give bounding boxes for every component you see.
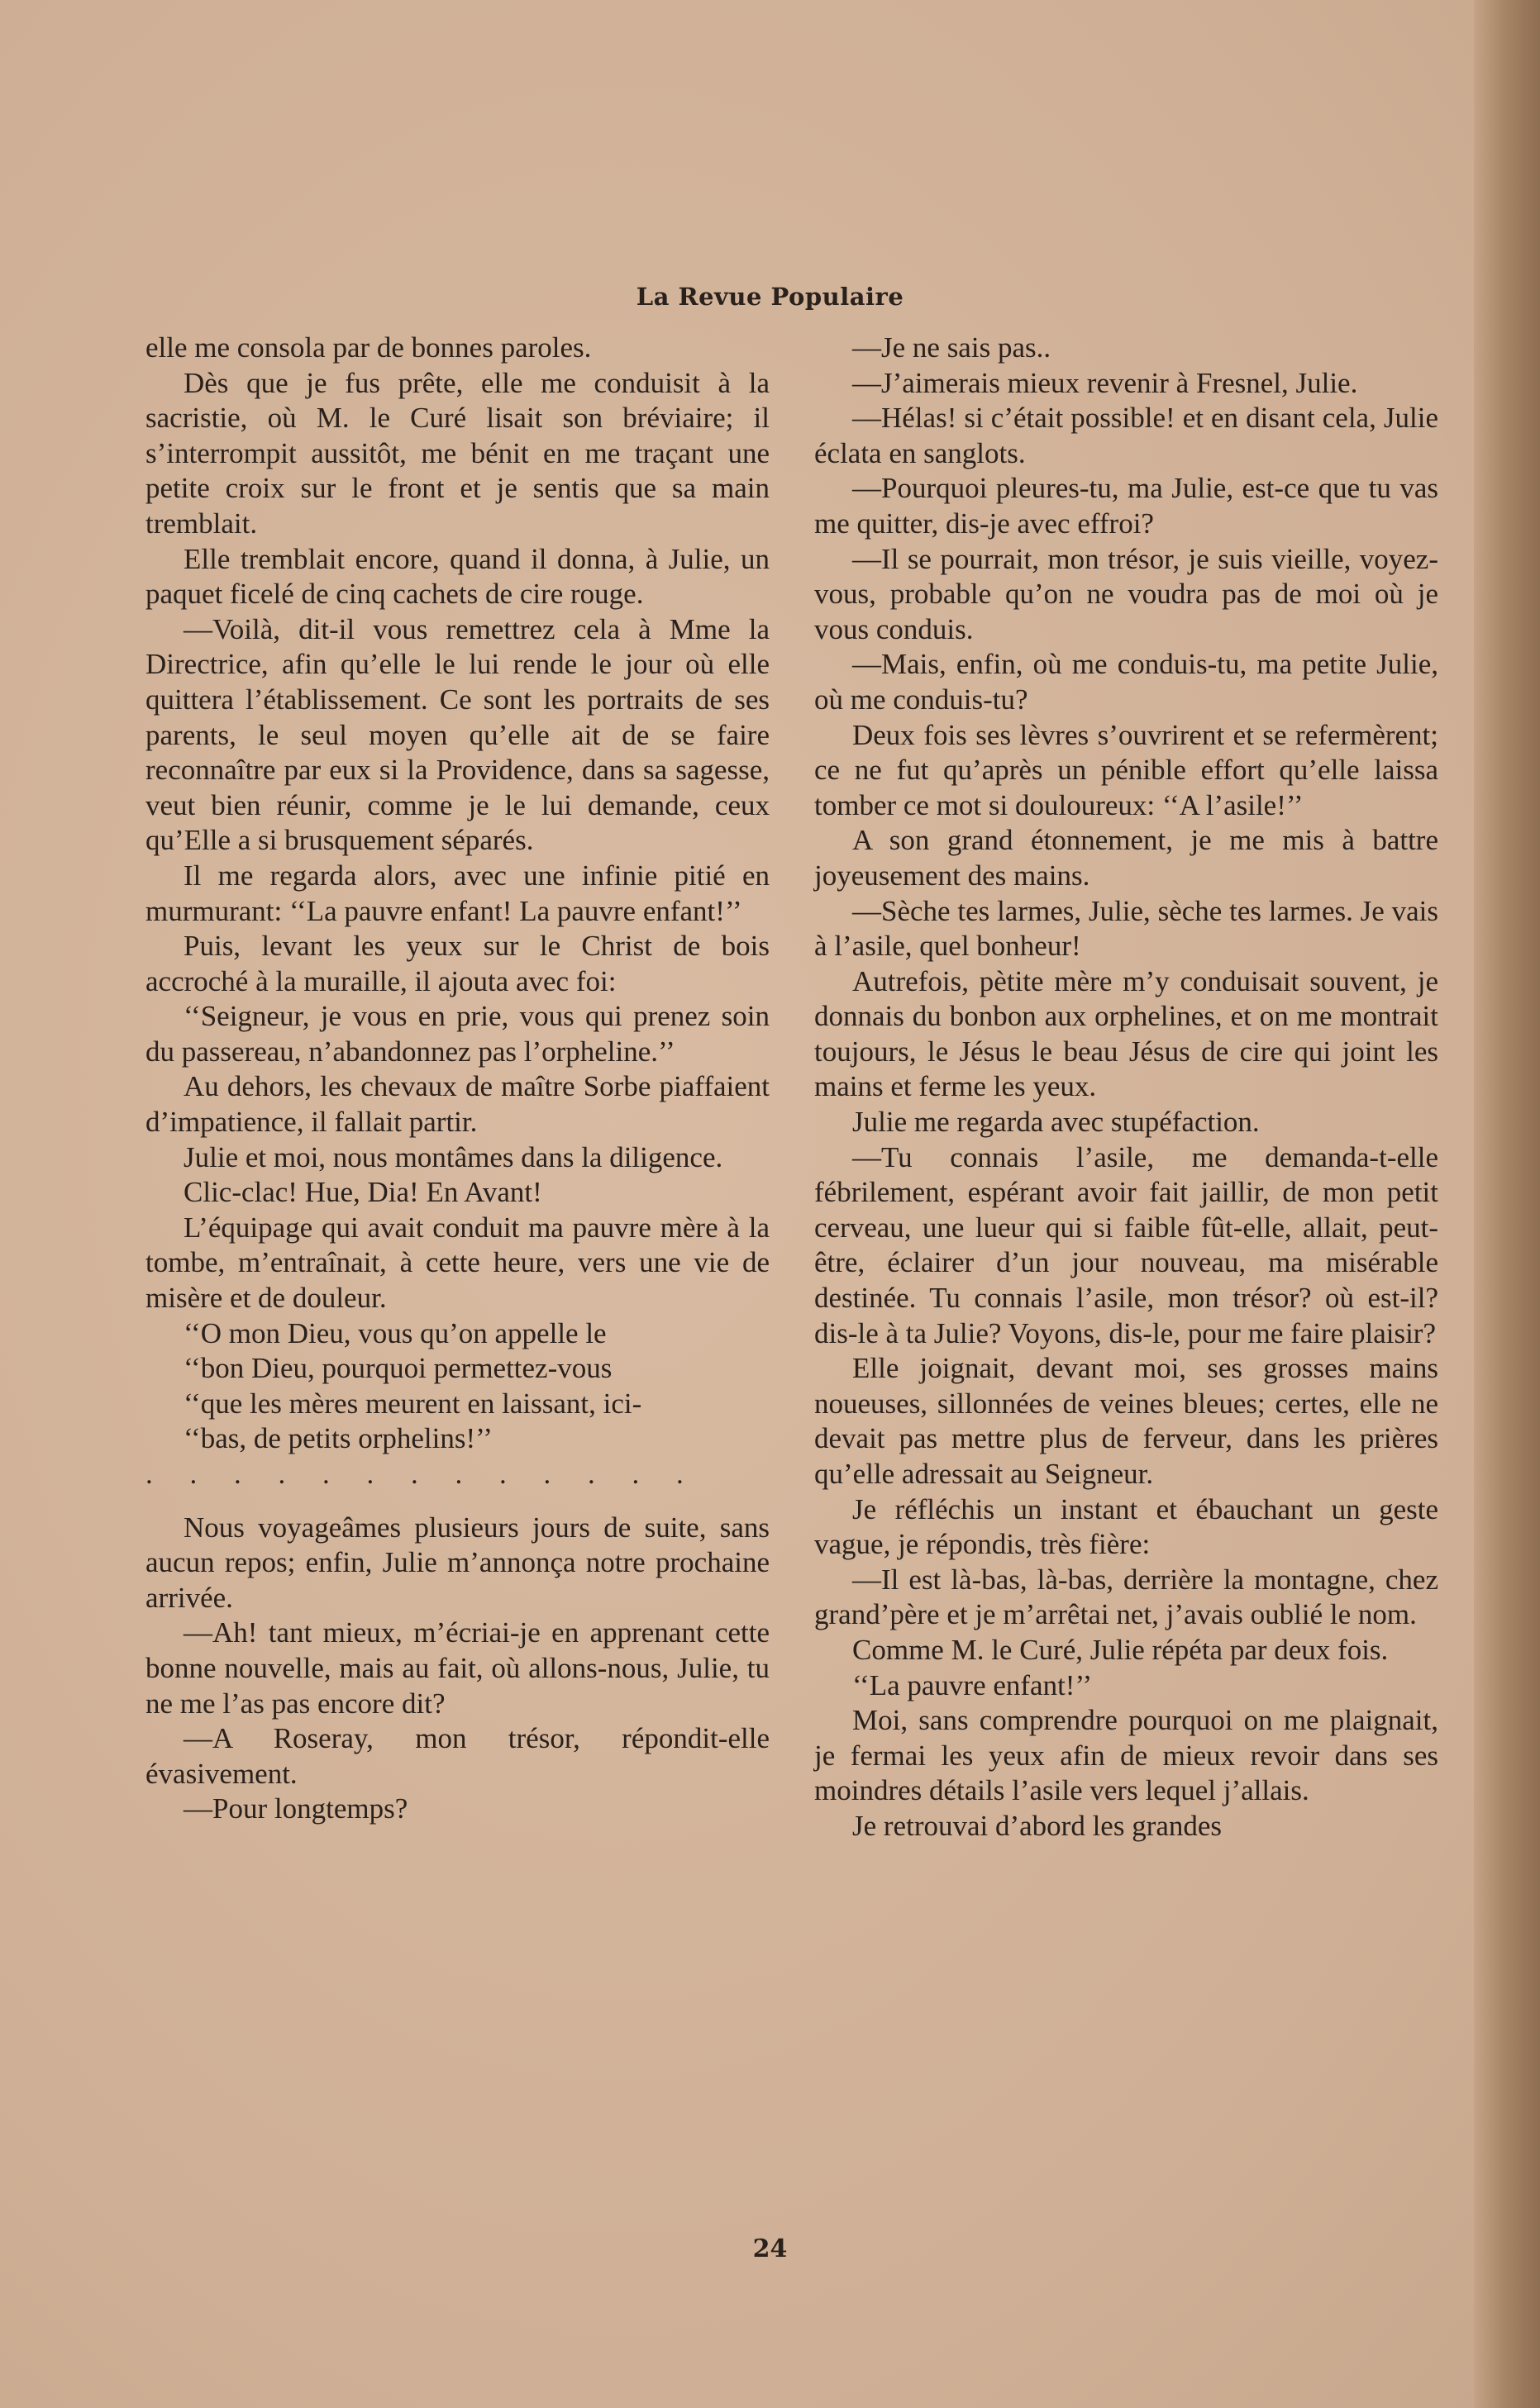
paragraph: Comme M. le Curé, Julie répéta par deux fois.	[852, 1633, 1389, 1666]
paragraph: Je retrouvai d’abord les grandes	[852, 1809, 1223, 1842]
paragraph: elle me consola par de bonnes paroles.	[145, 331, 592, 364]
paragraph: —J’aimerais mieux revenir à Fresnel, Julie.	[852, 366, 1358, 399]
right-column	[814, 331, 1438, 1844]
paragraph: —Hélas! si c’était possible! et en disant cela, Julie éclata en sanglots.	[814, 402, 1438, 469]
paragraph: A son grand étonnement, je me mis à battre joyeusement des mains.	[814, 824, 1438, 892]
paragraph: —Voilà, dit-il vous remettrez cela à Mme la Directrice, afin qu’elle le lui rende le jour où elle quittera l’établissement. Ce sont les portraits de ses parents, le seul moyen qu’elle ait de se faire reconnaître par eux si la Providence, dans sa sagesse, veut bien réunir, comme je le lui demande, ceux qu’Elle a si brusquement séparés.	[145, 612, 770, 857]
paragraph: —Mais, enfin, où me conduis-tu, ma petite Julie, où me conduis-tu?	[814, 648, 1438, 716]
paragraph: —Ah! tant mieux, m’écriai-je en apprenant cette bonne nouvelle, mais au fait, où allons-nous, Julie, tu ne me l’as pas encore dit?	[145, 1616, 770, 1720]
paragraph: Il me regarda alors, avec une infinie pitié en murmurant: ‘‘La pauvre enfant! La pauvre enfant!’’	[145, 859, 770, 927]
paragraph: —Je ne sais pas..	[852, 331, 1051, 364]
verse-line: ‘‘bon Dieu, pourquoi permettez-vous	[184, 1352, 613, 1385]
paragraph: —Pour longtemps?	[184, 1792, 408, 1825]
binding-edge	[1474, 0, 1540, 2408]
paragraph: Elle tremblait encore, quand il donna, à Julie, un paquet ficelé de cinq cachets de cire rouge.	[145, 542, 770, 611]
section-break-dots: . . . . . . . . . . . . .	[145, 1458, 698, 1490]
paragraph: Deux fois ses lèvres s’ouvrirent et se refermèrent; ce ne fut qu’après un pénible effort qu’elle laissa tomber ce mot si douloureux: ‘‘A l’asile!’’	[814, 718, 1438, 821]
paragraph: Au dehors, les chevaux de maître Sorbe piaffaient d’impatience, il fallait partir.	[145, 1070, 770, 1139]
verse-line: ‘‘O mon Dieu, vous qu’on appelle le	[184, 1316, 607, 1349]
verse-line: ‘‘que les mères meurent en laissant, ici-	[184, 1387, 642, 1420]
paragraph: Julie me regarda avec stupéfaction.	[852, 1106, 1260, 1139]
paragraph: —Pourquoi pleures-tu, ma Julie, est-ce que tu vas me quitter, dis-je avec effroi?	[814, 472, 1438, 540]
paragraph: —Sèche tes larmes, Julie, sèche tes larmes. Je vais à l’asile, quel bonheur!	[814, 894, 1438, 963]
paragraph: —A Roseray, mon trésor, répondit-elle évasivement.	[145, 1722, 770, 1790]
paragraph: ‘‘Seigneur, je vous en prie, vous qui prenez soin du passereau, n’abandonnez pas l’orpheline.’’	[145, 1000, 770, 1068]
paragraph: L’équipage qui avait conduit ma pauvre mère à la tombe, m’entraînait, à cette heure, vers une vie de misère et de douleur.	[145, 1211, 770, 1315]
paragraph: —Il se pourrait, mon trésor, je suis vieille, voyez-vous, probable qu’on ne voudra pas de moi où je vous conduis.	[814, 542, 1438, 645]
paragraph: Moi, sans comprendre pourquoi on me plaignait, je fermai les yeux afin de mieux revoir dans ses moindres détails l’asile vers lequel j’allais.	[814, 1704, 1438, 1807]
spacer	[145, 1492, 770, 1511]
verse-line: ‘‘bas, de petits orphelins!’’	[184, 1422, 493, 1455]
paragraph: Nous voyageâmes plusieurs jours de suite, sans aucun repos; enfin, Julie m’annonça notre prochaine arrivée.	[145, 1511, 770, 1614]
paragraph: —Tu connais l’asile, me demanda-t-elle fébrilement, espérant avoir fait jaillir, de mon petit cerveau, une lueur qui si faible fût-elle, allait, peut-être, éclairer d’un jour nouveau, ma misérable destinée. Tu connais l’asile, mon trésor? où est-il? dis-le à ta Julie? Voyons, dis-le, pour me faire plaisir?	[814, 1140, 1438, 1349]
paragraph: —Il est là-bas, là-bas, derrière la montagne, chez grand’père et je m’arrêtai net, j’avais oublié le nom.	[814, 1563, 1438, 1631]
paragraph: ‘‘La pauvre enfant!’’	[852, 1668, 1093, 1701]
page-number: 24	[752, 2234, 788, 2263]
paragraph: Je réfléchis un instant et ébauchant un geste vague, je répondis, très fière:	[814, 1492, 1438, 1561]
running-header: La Revue Populaire	[636, 283, 904, 311]
left-column	[145, 331, 770, 1827]
paragraph: Dès que je fus prête, elle me conduisit à la sacristie, où M. le Curé lisait son bréviaire; il s’interrompit aussitôt, me bénit en me traçant une petite croix sur le front et je sentis que sa main tremblait.	[145, 366, 770, 540]
paragraph: Puis, levant les yeux sur le Christ de bois accroché à la muraille, il ajouta avec foi:	[145, 930, 770, 997]
paragraph: Julie et moi, nous montâmes dans la diligence.	[184, 1140, 723, 1173]
paragraph: Clic-clac! Hue, Dia! En Avant!	[184, 1176, 542, 1209]
paragraph: Elle joignait, devant moi, ses grosses mains noueuses, sillonnées de veines bleues; certes, elle ne devait pas mettre plus de ferveur, dans les prières qu’elle adressait au Seigneur.	[814, 1352, 1438, 1490]
paragraph: Autrefois, pètite mère m’y conduisait souvent, je donnais du bonbon aux orphelines, et on me montrait toujours, le Jésus le beau Jésus de cire qui joint les mains et ferme les yeux.	[814, 964, 1438, 1103]
